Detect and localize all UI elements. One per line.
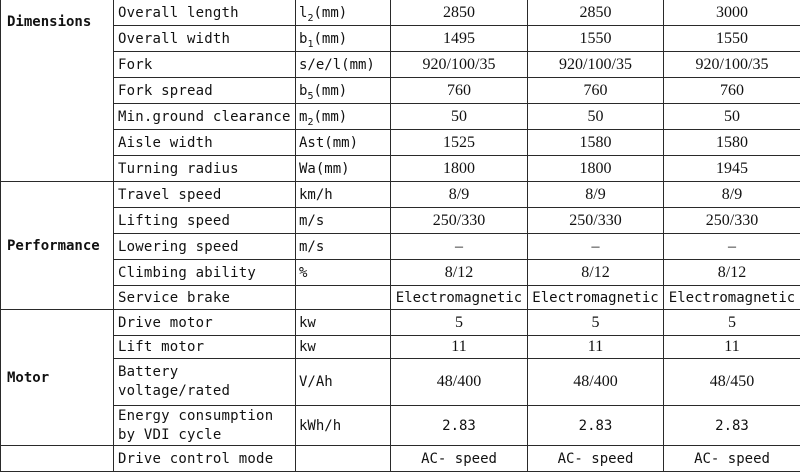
row-value: AC- speed xyxy=(391,446,528,472)
row-value: 8/12 xyxy=(664,260,800,286)
table-row xyxy=(1,26,800,52)
table-row xyxy=(1,52,800,78)
table-row xyxy=(1,0,800,26)
row-value: 1800 xyxy=(528,156,664,182)
row-value: 760 xyxy=(528,78,664,104)
row-value: 920/100/35 xyxy=(528,52,664,78)
row-value: 1495 xyxy=(391,26,528,52)
row-value: 11 xyxy=(528,336,664,359)
row-unit: m/s xyxy=(296,208,391,234)
row-value: 5 xyxy=(391,310,528,336)
table-row xyxy=(1,130,800,156)
row-value: 8/9 xyxy=(664,182,800,208)
row-unit: kWh/h xyxy=(296,406,391,446)
row-item: Service brake xyxy=(114,286,296,310)
row-value: 11 xyxy=(664,336,800,359)
table-row xyxy=(1,406,800,446)
table-row xyxy=(1,310,800,336)
row-value: 1525 xyxy=(391,130,528,156)
row-value: 920/100/35 xyxy=(664,52,800,78)
row-value: 48/450 xyxy=(664,359,800,406)
row-unit: % xyxy=(296,260,391,286)
row-value: 8/9 xyxy=(391,182,528,208)
row-item: Fork spread xyxy=(114,78,296,104)
row-value: 50 xyxy=(528,104,664,130)
row-value: 8/12 xyxy=(391,260,528,286)
row-item: Lowering speed xyxy=(114,234,296,260)
row-item: Overall width xyxy=(114,26,296,52)
group-label-dimensions: Dimensions xyxy=(1,0,114,182)
row-item: Drive motor xyxy=(114,310,296,336)
table-row xyxy=(1,234,800,260)
row-value: – xyxy=(528,234,664,260)
row-value: 2.83 xyxy=(391,406,528,446)
row-unit: kw xyxy=(296,336,391,359)
row-unit xyxy=(296,286,391,310)
row-item: Lifting speed xyxy=(114,208,296,234)
row-item: Turning radius xyxy=(114,156,296,182)
row-value: 2.83 xyxy=(528,406,664,446)
row-value: 50 xyxy=(391,104,528,130)
table-row xyxy=(1,260,800,286)
row-value: 250/330 xyxy=(664,208,800,234)
row-item: Climbing ability xyxy=(114,260,296,286)
row-item: Lift motor xyxy=(114,336,296,359)
row-unit: $b_5(mm)$ xyxy=(296,78,391,104)
group-label-empty xyxy=(1,446,114,472)
row-value: 1580 xyxy=(528,130,664,156)
row-unit xyxy=(296,446,391,472)
row-value: – xyxy=(664,234,800,260)
table-row xyxy=(1,78,800,104)
row-value: Electromagnetic xyxy=(391,286,528,310)
row-value: 5 xyxy=(664,310,800,336)
row-unit: m/s xyxy=(296,234,391,260)
group-label-performance: Performance xyxy=(1,182,114,310)
group-label-motor: Motor xyxy=(1,310,114,446)
table-row xyxy=(1,359,800,406)
row-value: 2850 xyxy=(528,0,664,26)
row-unit: Ast(mm) xyxy=(296,130,391,156)
row-value: 48/400 xyxy=(528,359,664,406)
row-value: 3000 xyxy=(664,0,800,26)
row-value: 760 xyxy=(391,78,528,104)
row-unit: $l_2(mm)$ xyxy=(296,0,391,26)
row-item: Fork xyxy=(114,52,296,78)
row-value: 1550 xyxy=(528,26,664,52)
row-value: 11 xyxy=(391,336,528,359)
row-unit: kw xyxy=(296,310,391,336)
row-value: 8/9 xyxy=(528,182,664,208)
row-value: – xyxy=(391,234,528,260)
row-value: 8/12 xyxy=(528,260,664,286)
row-item: Energy consumption by VDI cycle xyxy=(114,406,296,446)
row-value: 1800 xyxy=(391,156,528,182)
row-value: 50 xyxy=(664,104,800,130)
row-value: AC- speed xyxy=(664,446,800,472)
row-unit: km/h xyxy=(296,182,391,208)
table-row xyxy=(1,208,800,234)
row-value: 250/330 xyxy=(391,208,528,234)
row-unit: $b_1(mm)$ xyxy=(296,26,391,52)
row-item: Travel speed xyxy=(114,182,296,208)
row-unit: s/e/l(mm) xyxy=(296,52,391,78)
row-unit: Wa(mm) xyxy=(296,156,391,182)
row-value: 760 xyxy=(664,78,800,104)
row-value: 48/400 xyxy=(391,359,528,406)
row-value: 1945 xyxy=(664,156,800,182)
row-value: 250/330 xyxy=(528,208,664,234)
row-unit: $m_2(mm)$ xyxy=(296,104,391,130)
row-item: Aisle width xyxy=(114,130,296,156)
row-value: 1550 xyxy=(664,26,800,52)
row-value: 1580 xyxy=(664,130,800,156)
row-value: 920/100/35 xyxy=(391,52,528,78)
table-row xyxy=(1,156,800,182)
row-item: Overall length xyxy=(114,0,296,26)
row-item: Battery voltage/rated xyxy=(114,359,296,406)
row-item: Min.ground clearance xyxy=(114,104,296,130)
row-value: 2.83 xyxy=(664,406,800,446)
row-value: 2850 xyxy=(391,0,528,26)
table-row xyxy=(1,446,800,472)
row-unit: V/Ah xyxy=(296,359,391,406)
row-value: 5 xyxy=(528,310,664,336)
row-item: Drive control mode xyxy=(114,446,296,472)
table-row xyxy=(1,286,800,310)
table-row xyxy=(1,336,800,359)
table-row xyxy=(1,104,800,130)
row-value: AC- speed xyxy=(528,446,664,472)
table-row xyxy=(1,182,800,208)
row-value: Electromagnetic xyxy=(528,286,664,310)
row-value: Electromagnetic xyxy=(664,286,800,310)
